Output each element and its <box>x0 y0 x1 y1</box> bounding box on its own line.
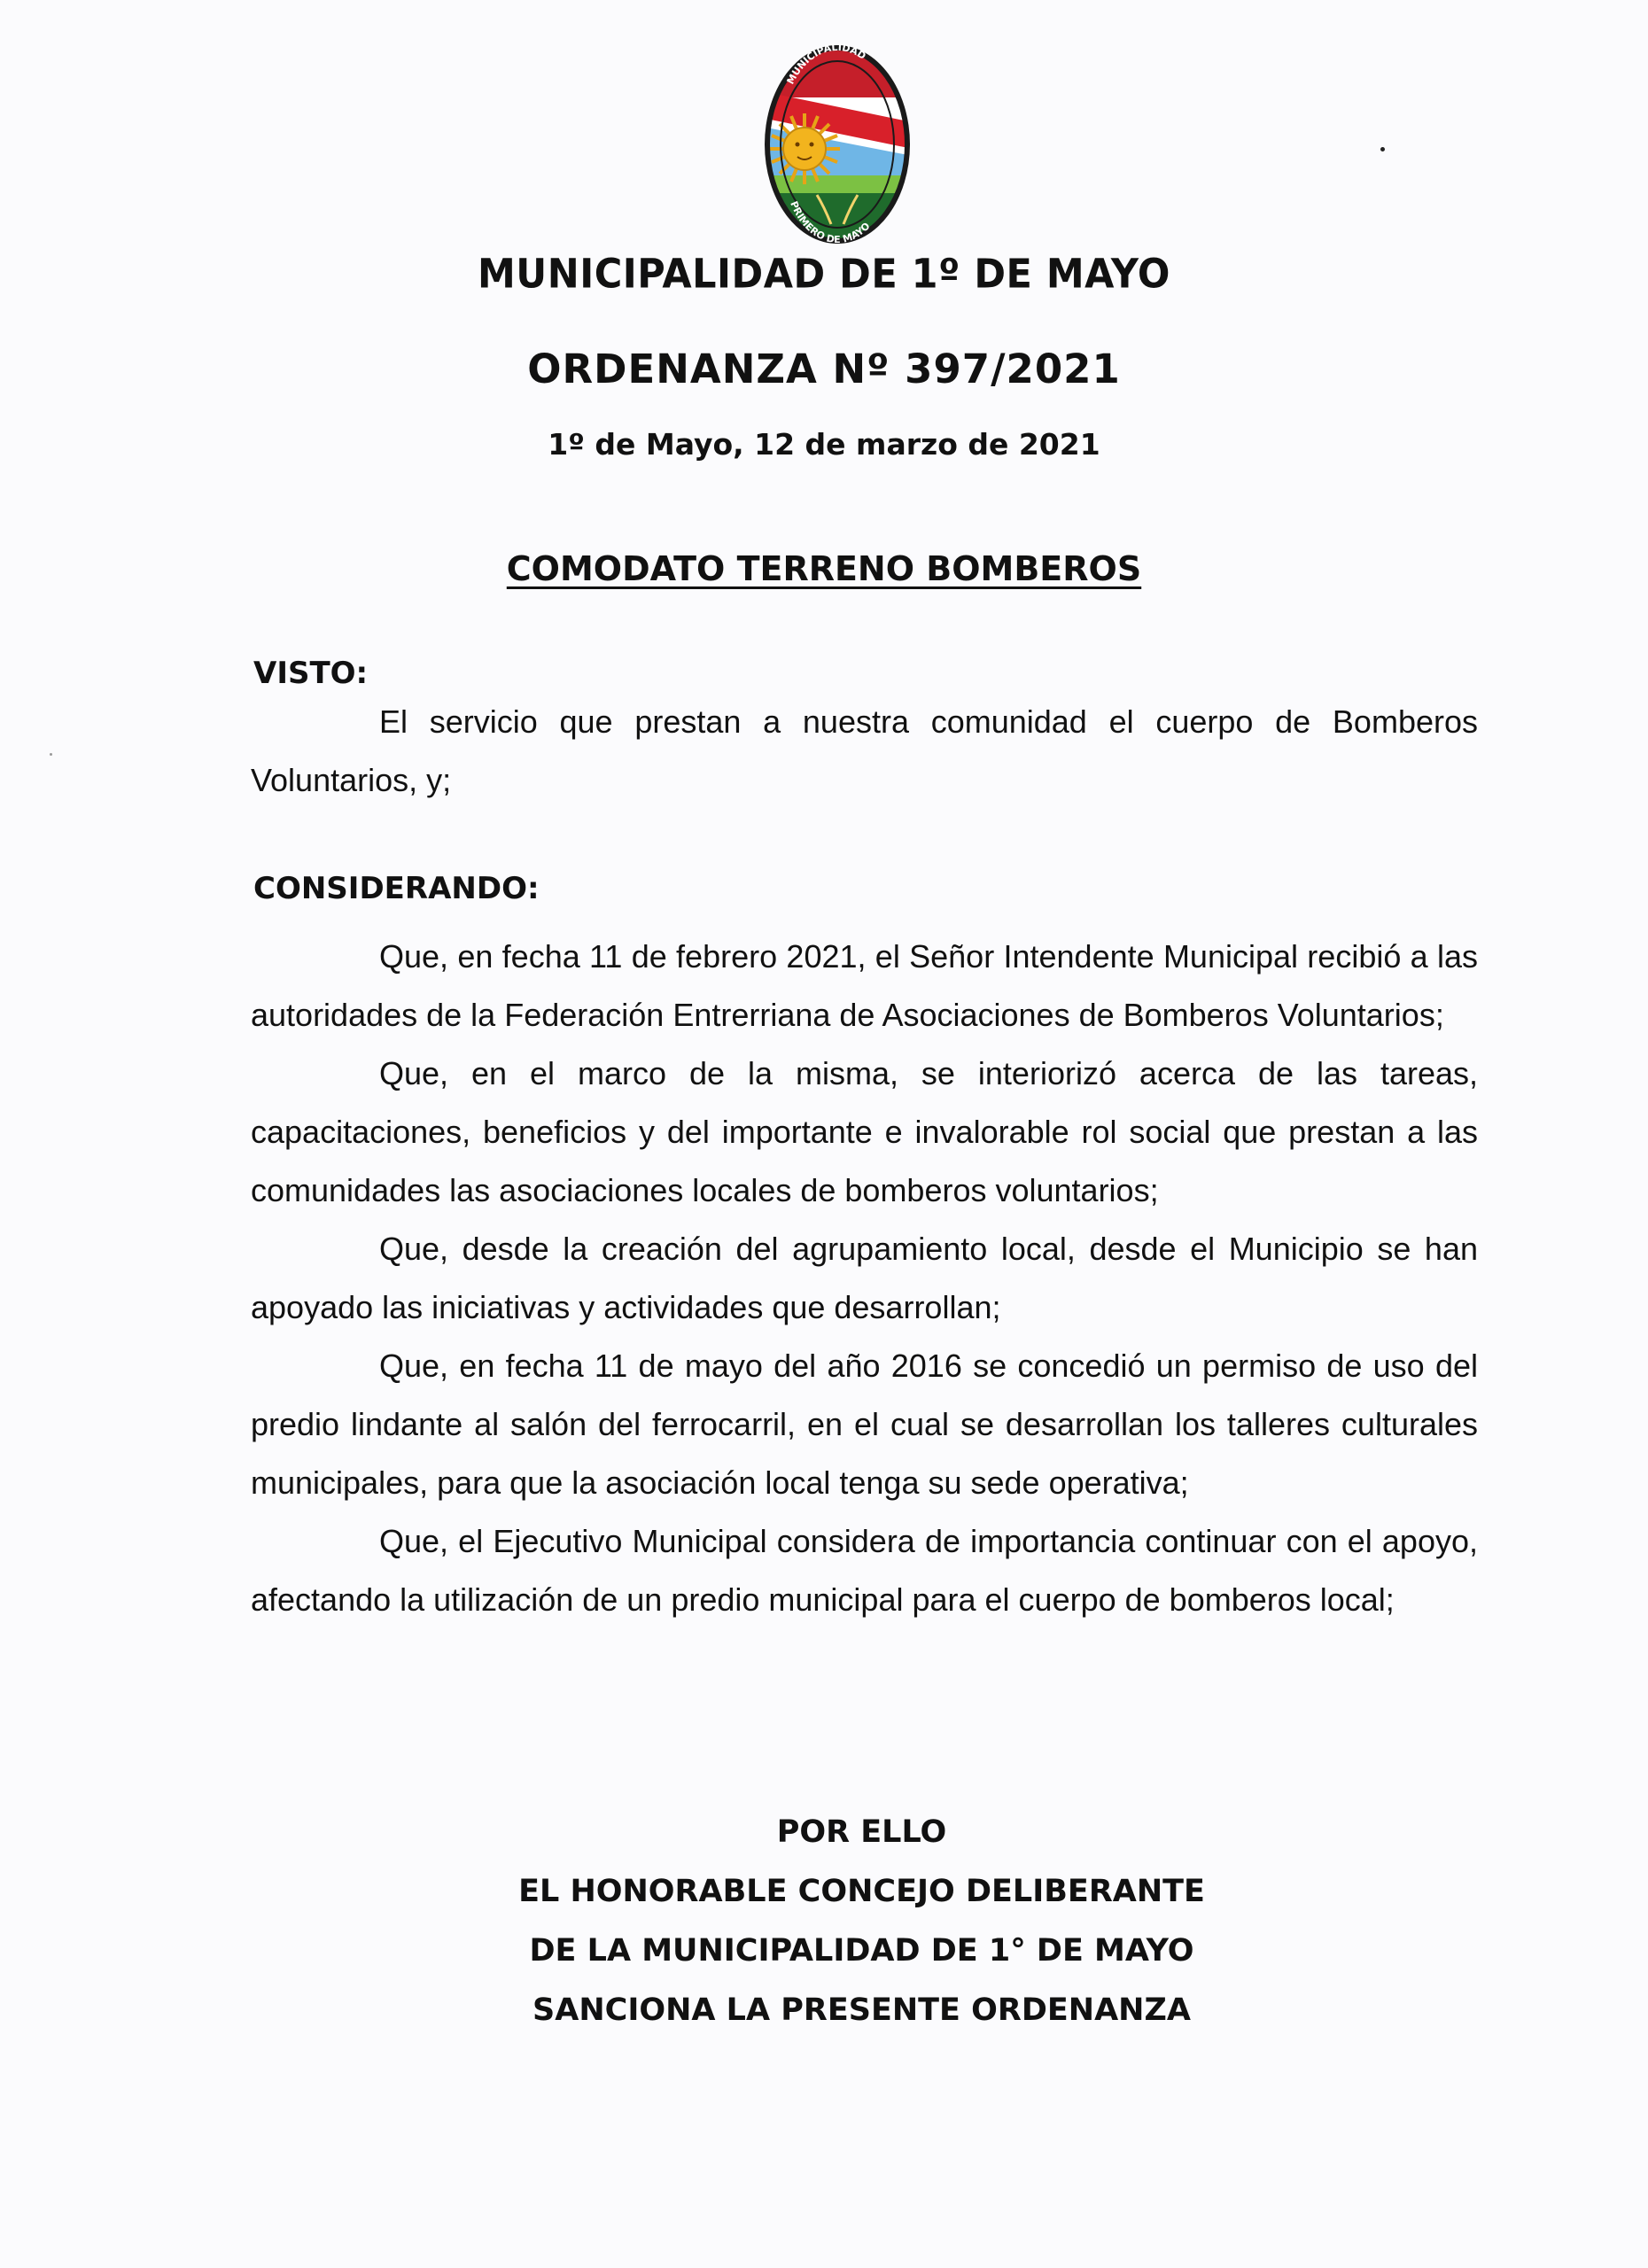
closing-line: EL HONORABLE CONCEJO DELIBERANTE <box>518 1874 1205 1909</box>
closing-formula <box>0 1803 1648 2040</box>
ordinance-subject-text: COMODATO TERRENO BOMBEROS <box>506 549 1142 588</box>
closing-line: POR ELLO <box>776 1814 947 1850</box>
visto-paragraph: El servicio que prestan a nuestra comunidad el cuerpo de Bomberos Voluntarios, y; <box>251 703 1478 798</box>
scan-speck <box>50 753 52 756</box>
visto-section <box>251 693 1478 810</box>
emblem-bottom-text: PRIMERO DE MAYO <box>788 199 873 246</box>
emblem-top-text: MUNICIPALIDAD <box>784 43 868 87</box>
considerando-paragraph: Que, en fecha 11 de mayo del año 2016 se concedió un permiso de uso del predio lindante al salón del ferrocarril, en el cual se desarrollan los talleres culturales municipales, para que la asociación local tenga su sede operativa; <box>251 1348 1478 1501</box>
considerando-paragraph: Que, el Ejecutivo Municipal considera de importancia continuar con el apoyo, afectando la utilización de un predio municipal para el cuerpo de bomberos local; <box>251 1523 1478 1618</box>
considerando-heading: CONSIDERANDO: <box>253 871 540 906</box>
ordinance-date: 1º de Mayo, 12 de marzo de 2021 <box>548 427 1100 462</box>
municipal-emblem-seal <box>762 43 913 246</box>
municipality-title: MUNICIPALIDAD DE 1º DE MAYO <box>478 251 1170 299</box>
considerando-paragraph: Que, en el marco de la misma, se interiorizó acerca de las tareas, capacitaciones, beneficios y del importante e invalorable rol social que prestan a las comunidades las asociaciones locales de bomberos voluntarios; <box>251 1055 1478 1208</box>
scan-speck <box>1380 147 1385 151</box>
considerando-paragraph: Que, en fecha 11 de febrero 2021, el Señor Intendente Municipal recibió a las autoridades de la Federación Entrerriana de Asociaciones de Bomberos Voluntarios; <box>251 938 1478 1033</box>
closing-line: DE LA MUNICIPALIDAD DE 1° DE MAYO <box>529 1933 1194 1969</box>
ordinance-subject <box>0 549 1648 588</box>
closing-line: SANCIONA LA PRESENTE ORDENANZA <box>532 1992 1191 2028</box>
ordinance-number: ORDENANZA Nº 397/2021 <box>527 346 1121 392</box>
considerando-paragraph: Que, desde la creación del agrupamiento local, desde el Municipio se han apoyado las iniciativas y actividades que desarrollan; <box>251 1231 1478 1325</box>
considerando-section <box>251 928 1478 1629</box>
visto-heading: VISTO: <box>253 656 369 691</box>
